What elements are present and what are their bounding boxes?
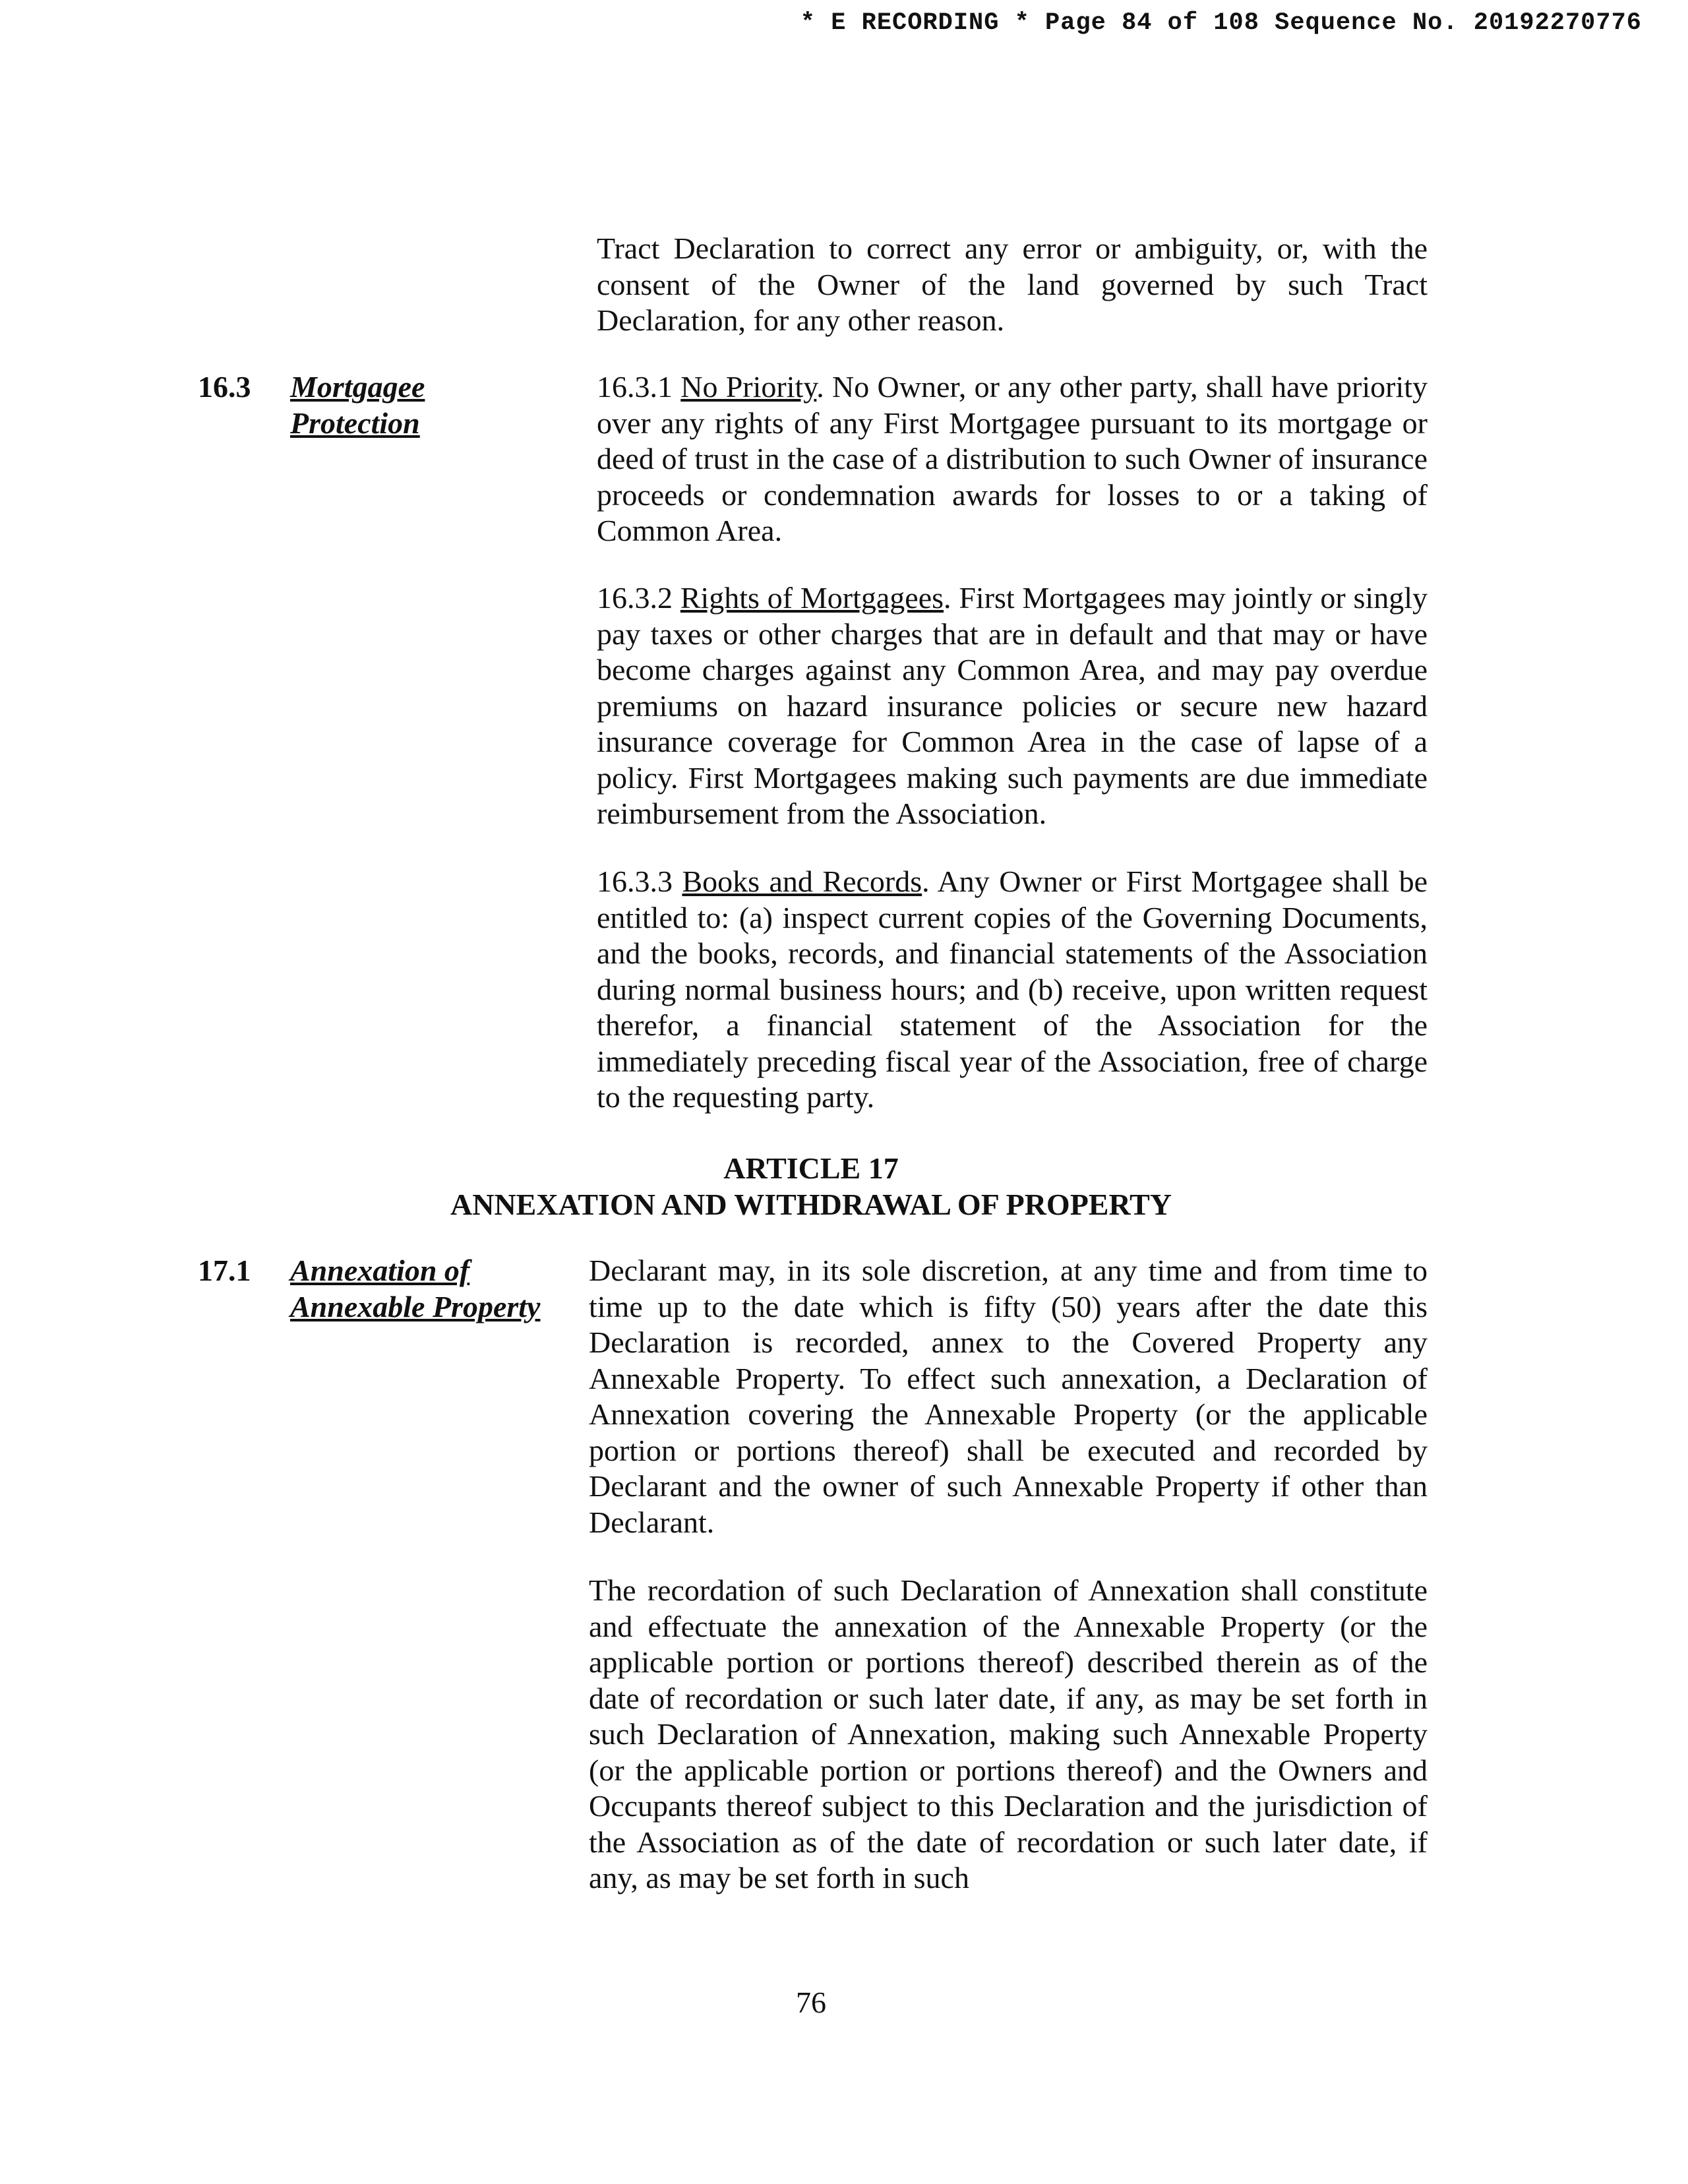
continuation-paragraph: Tract Declaration to correct any error or ambiguity, or, with the consent of the Owner of the land governed by such Tract Declaration, for any other reason. xyxy=(597,231,1428,337)
section-title-line: Annexation of xyxy=(290,1254,470,1287)
section-title-line: Protection xyxy=(290,406,420,440)
subsection-heading: Books and Records xyxy=(682,864,922,898)
section-17-1-paragraph-2: The recordation of such Declaration of Annexation shall constitute and effectuate the annexation of the Annexable Property (or the applicable portion or portions thereof) described therein as of the date of recordation or such later date, if any, as may be set forth in such Declaration of Annexation, making such Annexable Property (or the applicable portion or portions thereof) and the Owners and Occupants thereof subject to this Declaration and the jurisdiction of the Association as of the date of recordation or such later date, if any, as may be set forth in such xyxy=(589,1573,1428,1895)
subsection-text: . First Mortgagees may jointly or singly pay taxes or other charges that are in default and that may or have become charges against any Common Area, and may pay overdue premiums on hazard insurance policies or secure new hazard insurance coverage for Common Area in the case of lapse of a policy. First Mortgagees making such payments are due immediate reimbursement from the Association. xyxy=(597,581,1428,830)
subsection-16-3-3 xyxy=(597,864,1428,1116)
section-number: 16.3 xyxy=(198,370,251,404)
article-heading xyxy=(0,1151,1622,1223)
subsection-heading: No Priority xyxy=(680,370,817,404)
subsection-16-3-2 xyxy=(597,580,1428,832)
subsection-number: 16.3.2 xyxy=(597,581,673,615)
page-number: 76 xyxy=(796,1986,826,2019)
subsection-number: 16.3.3 xyxy=(597,864,673,898)
recording-header: * E RECORDING * Page 84 of 108 Sequence No. 20192270776 xyxy=(800,9,1642,37)
section-number: 17.1 xyxy=(198,1254,251,1287)
subsection-heading: Rights of Mortgagees xyxy=(680,581,944,615)
section-title xyxy=(290,369,425,441)
subsection-text: . Any Owner or First Mortgagee shall be entitled to: (a) inspect current copies of the Governing Documents, and the books, records, and financial statements of the Association during normal business hours; and (b) receive, upon written request therefor, a financial statement of the Association for the immediately preceding fiscal year of the Association, free of charge to the requesting party. xyxy=(597,864,1428,1114)
section-17-1-paragraph-1: Declarant may, in its sole discretion, at any time and from time to time up to the date which is fifty (50) years after the date this Declaration is recorded, annex to the Covered Property any Annexable Property. To effect such annexation, a Declaration of Annexation covering the Annexable Property (or the applicable portion or portions thereof) shall be executed and recorded by Declarant and the owner of such Annexable Property if other than Declarant. xyxy=(589,1254,1428,1539)
subsection-number: 16.3.1 xyxy=(597,370,673,404)
article-label: ARTICLE 17 xyxy=(723,1151,899,1185)
subsection-16-3-1 xyxy=(597,369,1428,549)
section-title-line: Mortgagee xyxy=(290,370,425,404)
article-title: ANNEXATION AND WITHDRAWAL OF PROPERTY xyxy=(450,1187,1172,1221)
subsection-text: . No Owner, or any other party, shall have priority over any rights of any First Mortgagee pursuant to its mortgage or deed of trust in the case of a distribution to such Owner of insurance proceeds or condemnation awards for losses to or a taking of Common Area. xyxy=(597,370,1428,547)
section-title xyxy=(290,1253,540,1325)
section-title-line: Annexable Property xyxy=(290,1289,541,1323)
